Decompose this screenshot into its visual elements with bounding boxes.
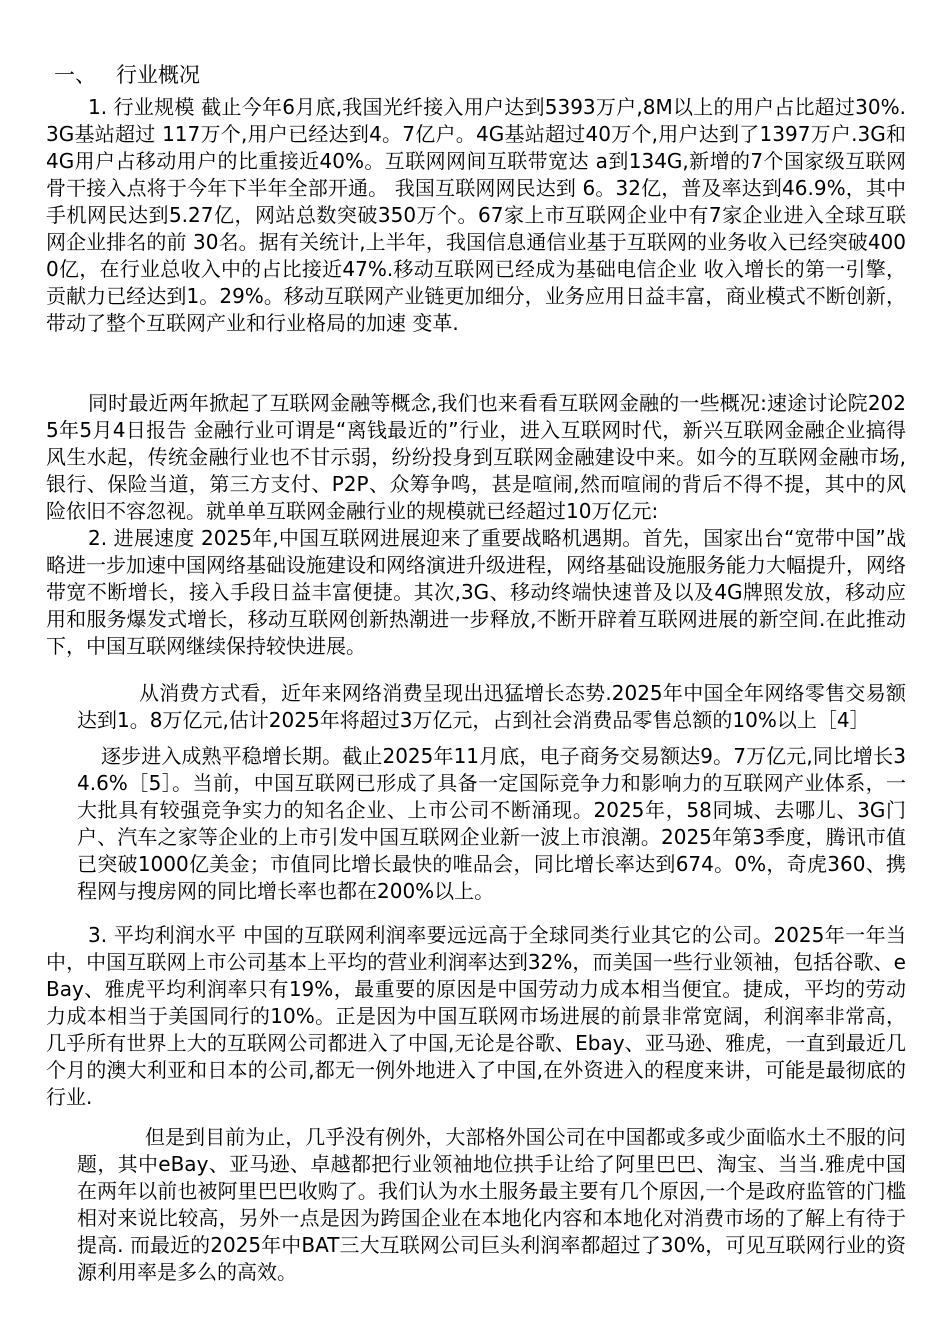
paragraph-consumption: 从消费方式看，近年来网络消费呈现出迅猛增长态势.2025年中国全年网络零售交易额达到1。8万亿元,估计2025年将超过3万亿元，占到社会消费品零售总额的10%以上［4］ xyxy=(77,681,906,732)
paragraph-mature-growth: 逐步进入成熟平稳增长期。截止2025年11月底，电子商务交易额达9。7万亿元,同比增长34.6%［5］。当前，中国互联网已形成了具备一定国际竞争力和影响力的互联网产业体系，一大批具有较强竞争实力的知名企业、上市公司不断涌现。2025年，58同城、去哪儿、3G门户、汽车之家等企业的上市引发中国互联网企业新一波上市浪潮。2025年第3季度，腾讯市值已突破1000亿美金；市值同比增长最快的唯品会，同比增长率达到674。0%，奇虎360、携程网与搜房网的同比增长率也都在200%以上。 xyxy=(77,744,906,903)
paragraph-foreign-companies: 但是到目前为止，几乎没有例外，大部格外国公司在中国都或多或少面临水土不服的问题，其中eBay、亚马逊、卓越都把行业领袖地位拱手让给了阿里巴巴、淘宝、当当.雅虎中国在两年以前也被阿里巴巴收购了。我们认为水土服务最主要有几个原因,一个是政府监管的门槛相对来说比较高，另外一点是因为跨国企业在本地化内容和本地化对消费市场的了解上有待于提高. 而最近的2025年中BAT三大互联网公司巨头利润率都超过了30%，可见互联网行业的资源利用率是多么的高效。 xyxy=(77,1125,906,1284)
paragraph-development-speed: 2. 进展速度 2025年,中国互联网进展迎来了重要战略机遇期。首先，国家出台“宽带中国”战略进一步加速中国网络基础设施建设和网络演进升级进程，网络基础设施服务能力大幅提升，网络带宽不断增长，接入手段日益丰富便捷。其次,3G、移动终端快速普及以及4G牌照发放，移动应用和服务爆发式增长，移动互联网创新热潮进一步释放,不断开辟着互联网进展的新空间.在此推动下，中国互联网继续保持较快进展。 xyxy=(46,526,906,658)
paragraph-profit-level: 3. 平均利润水平 中国的互联网利润率要远远高于全球同类行业其它的公司。2025年一年当中，中国互联网上市公司基本上平均的营业利润率达到32%，而美国一些行业领袖，包括谷歌、eBay、雅虎平均利润率只有19%，最重要的原因是中国劳动力成本相当便宜。捷成，平均的劳动力成本相当于美国同行的10%。正是因为中国互联网市场进展的前景非常宽阔，利润率非常高，几乎所有世界上大的互联网公司都进入了中国,无论是谷歌、Ebay、亚马逊、雅虎，一直到最近几个月的澳大利亚和日本的公司,都无一例外地进入了中国,在外资进入的程度来讲，可能是最彻底的行业. xyxy=(46,923,906,1109)
section-heading: 一、 行业概况 xyxy=(54,63,201,87)
paragraph-internet-finance: 同时最近两年掀起了互联网金融等概念,我们也来看看互联网金融的一些概况:速途讨论院2025年5月4日报告 金融行业可谓是“离钱最近的”行业，进入互联网时代，新兴互联网金融企业搞得风生水起，传统金融行业也不甘示弱，纷纷投身到互联网金融建设中来。如今的互联网金融市场,银行、保险当道，第三方支付、P2P、众筹争鸣，甚是喧闹,然而喧闹的背后不得不提，其中的风险依旧不容忽视。就单单互联网金融行业的规模就已经超过10万亿元: xyxy=(46,391,906,523)
paragraph-industry-scale: 1. 行业规模 截止今年6月底,我国光纤接入用户达到5393万户,8M以上的用户占比超过30%.3G基站超过 117万个,用户已经达到4。7亿户。4G基站超过40万个,用户达到了1397万户.3G和4G用户占移动用户的比重接近40%。互联网网间互联带宽达 a到134G,新增的7个国家级互联网骨干接入点将于今年下半年全部开通。 我国互联网网民达到 6。32亿，普及率达到46.9%，其中手机网民达到5.27亿，网站总数突破350万个。67家上市互联网企业中有7家企业进入全球互联网企业排名的前 30名。据有关统计,上半年，我国信息通信业基于互联网的业务收入已经突破4000亿，在行业总收入中的占比接近47%.移动互联网已经成为基础电信企业 收入增长的第一引擎，贡献力已经达到1。29%。移动互联网产业链更加细分，业务应用日益丰富，商业模式不断创新，带动了整个互联网产业和行业格局的加速 变革. xyxy=(46,95,906,335)
